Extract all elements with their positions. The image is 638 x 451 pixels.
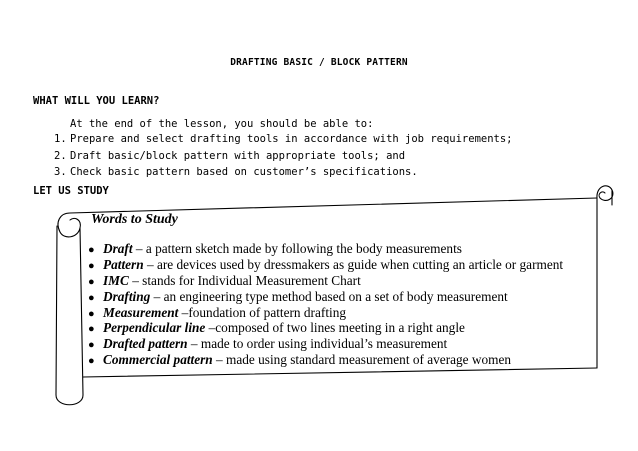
term-name: Drafting [103,288,151,304]
term-name: Draft [103,241,133,256]
term-definition: – a pattern sketch made by following the body measurements [132,241,462,256]
term-item [88,352,563,368]
study-heading: LET US STUDY [33,185,109,197]
term-item [88,320,563,336]
bullet-icon: ● [88,323,95,336]
words-to-study-heading: Words to Study [91,212,178,227]
objective-text: Check basic pattern based on customer’s specifications. [70,166,418,178]
term-item [88,273,563,289]
term-item [88,289,563,305]
objective-number: 3. [54,166,67,178]
term-definition: –composed of two lines meeting in a right angle [205,320,465,336]
term-item [88,257,563,273]
term-name: IMC [103,272,129,288]
term-name: Pattern [103,256,144,272]
term-definition: –foundation of pattern drafting [178,304,346,320]
term-name: Perpendicular line [103,320,206,336]
learn-intro: At the end of the lesson, you should be able to: [70,118,374,130]
scroll-left-top-curl [58,213,80,237]
objective-text: Draft basic/block pattern with appropriate tools; and [70,149,406,162]
scroll-top-edge [70,198,597,213]
bullet-icon: ● [88,291,95,304]
term-name: Commercial pattern [103,352,213,368]
objective-text: Prepare and select drafting tools in accordance with job requirements; [70,133,513,145]
term-name: Measurement [103,304,179,320]
bullet-icon: ● [88,275,95,288]
scroll-left-outer-edge [56,226,57,395]
term-item [88,305,563,321]
objective-number: 1. [54,133,67,145]
term-item [88,241,563,257]
term-name: Drafted pattern [103,336,188,352]
bullet-icon: ● [88,307,95,320]
term-definition: – are devices used by dressmakers as guide when cutting an article or garment [143,256,564,272]
bullet-icon: ● [88,339,95,352]
scroll-bottom-edge [83,368,597,377]
scroll-left-bottom-curl [56,395,83,405]
terms-list [88,241,563,368]
term-definition: – an engineering type method based on a set of body measurement [150,288,508,304]
scroll-left-inner-edge [80,228,83,395]
bullet-icon: ● [88,259,95,272]
term-item [88,336,563,352]
scroll-top-right-curl [597,186,613,201]
term-definition: – made to order using individual’s measurement [187,336,448,352]
learn-heading: WHAT WILL YOU LEARN? [33,95,160,107]
term-definition: – made using standard measurement of average women [212,352,512,368]
term-definition: – stands for Individual Measurement Chart [128,272,361,288]
bullet-icon: ● [88,244,95,256]
objective-number: 2. [54,149,67,162]
document-title: DRAFTING BASIC / BLOCK PATTERN [230,57,408,68]
bullet-icon: ● [88,355,95,368]
